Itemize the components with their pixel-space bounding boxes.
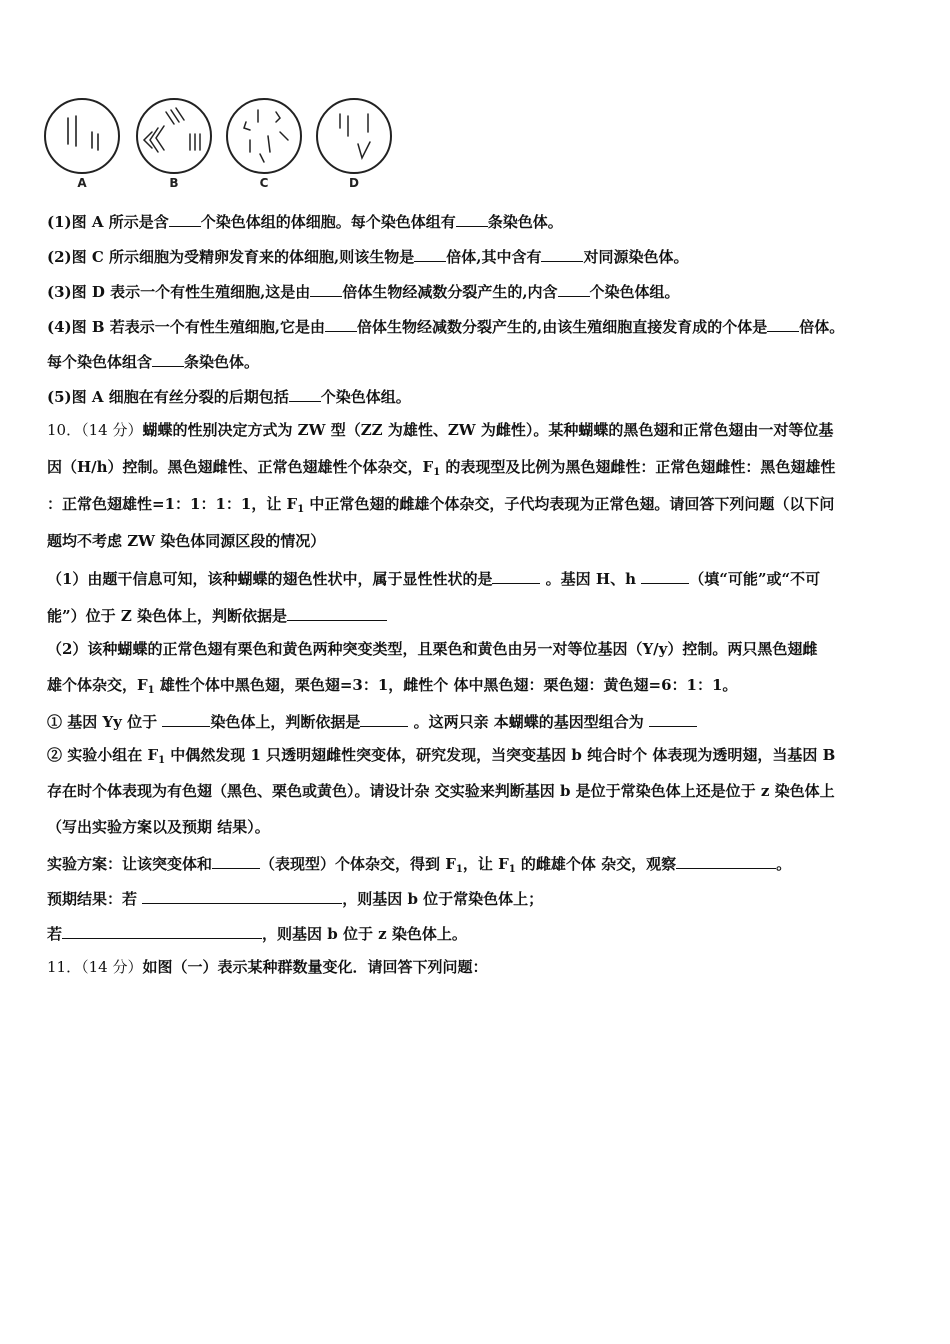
text: （1）由题干信息可知，该种蝴蝶的翅色性状中，属于显性性状的是 <box>47 570 493 588</box>
text: 若 <box>47 925 63 943</box>
q9-item-5 <box>47 385 910 407</box>
text: 。基因 H、h <box>540 570 642 588</box>
text: （填“可能”或“不可 <box>689 570 821 588</box>
text: 倍体生物经减数分裂产生的,由该生殖细胞直接发育成的个体是 <box>356 318 768 336</box>
text: 染色体上，判断依据是 <box>210 713 361 731</box>
answer-blank[interactable] <box>492 567 540 584</box>
subscript: 1 <box>147 685 155 696</box>
cell-label-a: A <box>77 176 87 190</box>
answer-blank[interactable] <box>414 245 446 262</box>
text: 个染色体组的体细胞。每个染色体组有 <box>200 213 456 231</box>
answer-blank[interactable] <box>325 315 357 332</box>
answer-blank[interactable] <box>456 210 488 227</box>
text: 的表现型及比例为黑色翅雌性：正常色翅雌性：黑色翅雄性 <box>440 458 836 476</box>
question-number: 11．（14 分） <box>47 958 143 976</box>
q10-part-2-line-2 <box>47 675 910 701</box>
text: （写出实验方案以及预期 结果）。 <box>47 818 270 836</box>
text: 中正常色翅的雌雄个体杂交，子代均表现为正常色翅。请回答下列问题（以下问 <box>304 495 835 513</box>
q9-item-4 <box>47 315 910 337</box>
cell-label-d: D <box>349 176 359 190</box>
q10-part-1-cont <box>47 604 910 626</box>
text: (3)图 D 表示一个有性生殖细胞,这是由 <box>47 283 311 301</box>
subscript: 1 <box>158 755 166 766</box>
subscript: 1 <box>433 467 441 478</box>
answer-blank[interactable] <box>62 922 262 939</box>
q10-stem-line-1 <box>47 420 910 440</box>
answer-blank[interactable] <box>767 315 799 332</box>
cell-label-b: B <box>169 176 179 190</box>
text: （表现型）个体杂交，得到 F <box>260 855 456 873</box>
q10-sub-2-line-2 <box>47 781 910 801</box>
q9-item-2 <box>47 245 910 267</box>
cell-b <box>137 99 211 173</box>
text: 预期结果：若 <box>47 890 143 908</box>
answer-blank[interactable] <box>152 350 184 367</box>
q9-item-3 <box>47 280 910 302</box>
q9-item-1 <box>47 210 910 232</box>
q10-experiment-plan <box>47 852 910 880</box>
answer-blank[interactable] <box>212 852 260 869</box>
text: ，让 F <box>462 855 509 873</box>
answer-blank[interactable] <box>142 887 342 904</box>
text: (5)图 A 细胞在有丝分裂的后期包括 <box>47 388 289 406</box>
subscript: 1 <box>508 864 516 875</box>
text: 倍体,其中含有 <box>446 248 542 266</box>
q10-expected-result-2 <box>47 922 910 944</box>
question-number: 10．（14 分） <box>47 421 143 439</box>
cell-label-c: C <box>259 176 269 190</box>
subscript: 1 <box>455 864 463 875</box>
q10-sub-2-line-3 <box>47 817 910 837</box>
text: 存在时个体表现为有色翅（黑色、栗色或黄色）。请设计杂 交实验来判断基因 b 是位于常染色体上还是位于 z 染色体上 <box>47 782 835 800</box>
subscript: 1 <box>297 504 305 515</box>
text: (1)图 A 所示是含 <box>47 213 169 231</box>
chromosome-figure <box>40 96 400 196</box>
cell-d <box>317 99 391 173</box>
text: 雄性个体中黑色翅，栗色翅=3：1，雌性个 体中黑色翅：栗色翅：黄色翅=6：1：1。 <box>154 676 738 694</box>
q10-part-1 <box>47 567 910 589</box>
answer-blank[interactable] <box>310 280 342 297</box>
text: ，则基因 b 位于 z 染色体上。 <box>262 925 467 943</box>
q10-stem-line-3 <box>47 494 910 520</box>
text: 。这两只亲 本蝴蝶的基因型组合为 <box>408 713 650 731</box>
q10-expected-result-1 <box>47 887 910 909</box>
answer-blank[interactable] <box>162 710 210 727</box>
text: 题均不考虑 ZW 染色体同源区段的情况） <box>47 532 326 550</box>
text: （2）该种蝴蝶的正常色翅有栗色和黄色两种突变类型，且栗色和黄色由另一对等位基因（Y/y）控制。两只黑色翅雌 <box>47 640 818 658</box>
answer-blank[interactable] <box>649 710 697 727</box>
answer-blank[interactable] <box>360 710 408 727</box>
text: 条染色体。 <box>184 353 260 371</box>
answer-blank[interactable] <box>169 210 201 227</box>
text: 条染色体。 <box>487 213 563 231</box>
q11-stem <box>47 957 910 977</box>
text: ② 实验小组在 F <box>47 746 159 764</box>
text: 如图（一）表示某种群数量变化．请回答下列问题： <box>142 958 488 976</box>
text: 能”）位于 Z 染色体上，判断依据是 <box>47 607 288 625</box>
answer-blank[interactable] <box>676 852 776 869</box>
text: 倍体。 <box>799 318 845 336</box>
q10-stem-line-2 <box>47 457 910 483</box>
cell-c <box>227 99 301 173</box>
text: 对同源染色体。 <box>583 248 689 266</box>
text: (4)图 B 若表示一个有性生殖细胞,它是由 <box>47 318 325 336</box>
q10-part-2-line-1 <box>47 639 910 659</box>
answer-blank[interactable] <box>541 245 583 262</box>
text: 蝴蝶的性别决定方式为 ZW 型（ZZ 为雄性、ZW 为雌性）。某种蝴蝶的黑色翅和正常色翅由一对等位基 <box>142 421 834 439</box>
text: 中偶然发现 1 只透明翅雌性突变体，研究发现，当突变基因 b 纯合时个 体表现为透明翅，当基因 B <box>165 746 836 764</box>
text: 。 <box>776 855 792 873</box>
answer-blank[interactable] <box>641 567 689 584</box>
text: 实验方案：让该突变体和 <box>47 855 213 873</box>
text: ① 基因 Yy 位于 <box>47 713 163 731</box>
text: ，则基因 b 位于常染色体上； <box>342 890 544 908</box>
cell-a <box>45 99 119 173</box>
q10-stem-line-4 <box>47 531 910 551</box>
text: 雄个体杂交，F <box>47 676 148 694</box>
text: 倍体生物经减数分裂产生的,内含 <box>342 283 558 301</box>
answer-blank[interactable] <box>287 604 387 621</box>
text: ：正常色翅雄性=1：1：1：1，让 F <box>47 495 298 513</box>
answer-blank[interactable] <box>558 280 590 297</box>
q9-item-4-cont <box>47 350 910 372</box>
text: 的雌雄个体 杂交，观察 <box>515 855 677 873</box>
text: 每个染色体组含 <box>47 353 153 371</box>
text: 因（H/h）控制。黑色翅雌性、正常色翅雄性个体杂交，F <box>47 458 434 476</box>
text: (2)图 C 所示细胞为受精卵发育来的体细胞,则该生物是 <box>47 248 415 266</box>
cell-diagrams <box>40 96 400 176</box>
text: 个染色体组。 <box>320 388 411 406</box>
text: 个染色体组。 <box>589 283 680 301</box>
answer-blank[interactable] <box>289 385 321 402</box>
q10-sub-1 <box>47 710 910 732</box>
q10-sub-2-line-1 <box>47 745 910 771</box>
